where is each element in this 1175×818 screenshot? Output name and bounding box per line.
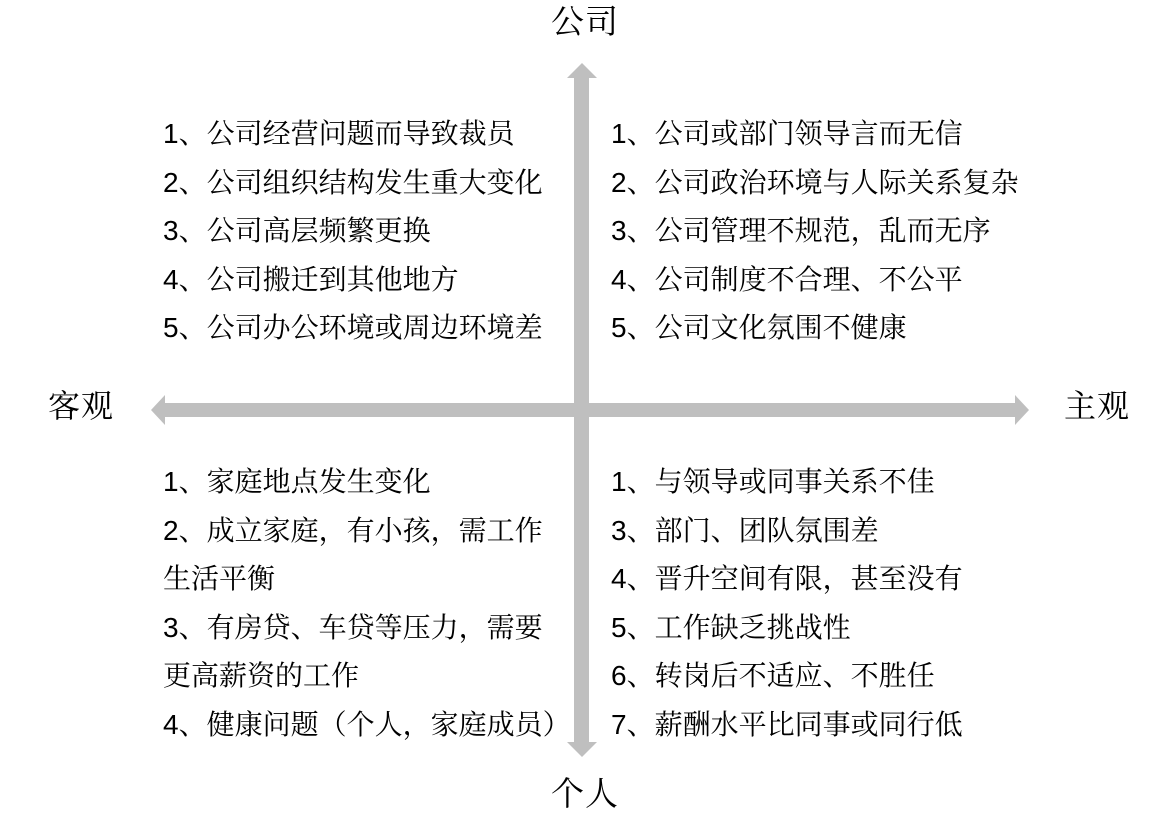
list-line: 1、公司经营问题而导致裁员 xyxy=(163,118,515,149)
list-line: 3、有房贷、车贷等压力，需要 xyxy=(163,611,543,643)
list-line: 7、薪酬水平比同事或同行低 xyxy=(611,708,963,740)
axis-label-company: 公司 xyxy=(551,3,619,40)
list-line: 2、公司政治环境与人际关系复杂 xyxy=(611,166,1019,198)
list-line: 3、公司管理不规范，乱而无序 xyxy=(611,215,991,246)
list-line: 更高薪资的工作 xyxy=(163,660,360,691)
quadrant-objective-company xyxy=(163,110,543,353)
list-line: 5、公司文化氛围不健康 xyxy=(611,312,907,343)
list-line: 3、公司高层频繁更换 xyxy=(163,215,431,246)
list-line: 4、健康问题（个人，家庭成员） xyxy=(163,708,571,740)
list-line: 5、工作缺乏挑战性 xyxy=(611,611,851,643)
arrow-right-icon xyxy=(1015,395,1029,425)
axis-label-subjective: 主观 xyxy=(1064,388,1131,424)
list-line: 1、与领导或同事关系不佳 xyxy=(611,466,935,497)
list-line: 2、公司组织结构发生重大变化 xyxy=(163,166,543,198)
list-line: 生活平衡 xyxy=(163,563,276,594)
arrow-up-icon xyxy=(567,63,597,78)
list-line: 2、成立家庭，有小孩，需工作 xyxy=(163,514,543,546)
list-line: 4、晋升空间有限，甚至没有 xyxy=(611,563,963,594)
quadrant-subjective-company xyxy=(611,110,1019,353)
quadrant-subjective-personal xyxy=(611,458,963,749)
list-line: 5、公司办公环境或周边环境差 xyxy=(163,312,543,343)
arrow-left-icon xyxy=(151,395,165,425)
list-line: 1、公司或部门领导言而无信 xyxy=(611,118,963,149)
list-line: 3、部门、团队氛围差 xyxy=(611,514,879,546)
list-line: 1、家庭地点发生变化 xyxy=(163,466,431,497)
axis-label-objective: 客观 xyxy=(48,388,115,424)
quadrant-objective-personal xyxy=(163,458,571,749)
list-line: 6、转岗后不适应、不胜任 xyxy=(611,660,935,691)
list-line: 4、公司制度不合理、不公平 xyxy=(611,263,963,295)
axis-label-personal: 个人 xyxy=(551,775,619,812)
list-line: 4、公司搬迁到其他地方 xyxy=(163,263,459,295)
arrow-down-icon xyxy=(567,742,597,757)
horizontal-axis-line xyxy=(164,403,1016,417)
